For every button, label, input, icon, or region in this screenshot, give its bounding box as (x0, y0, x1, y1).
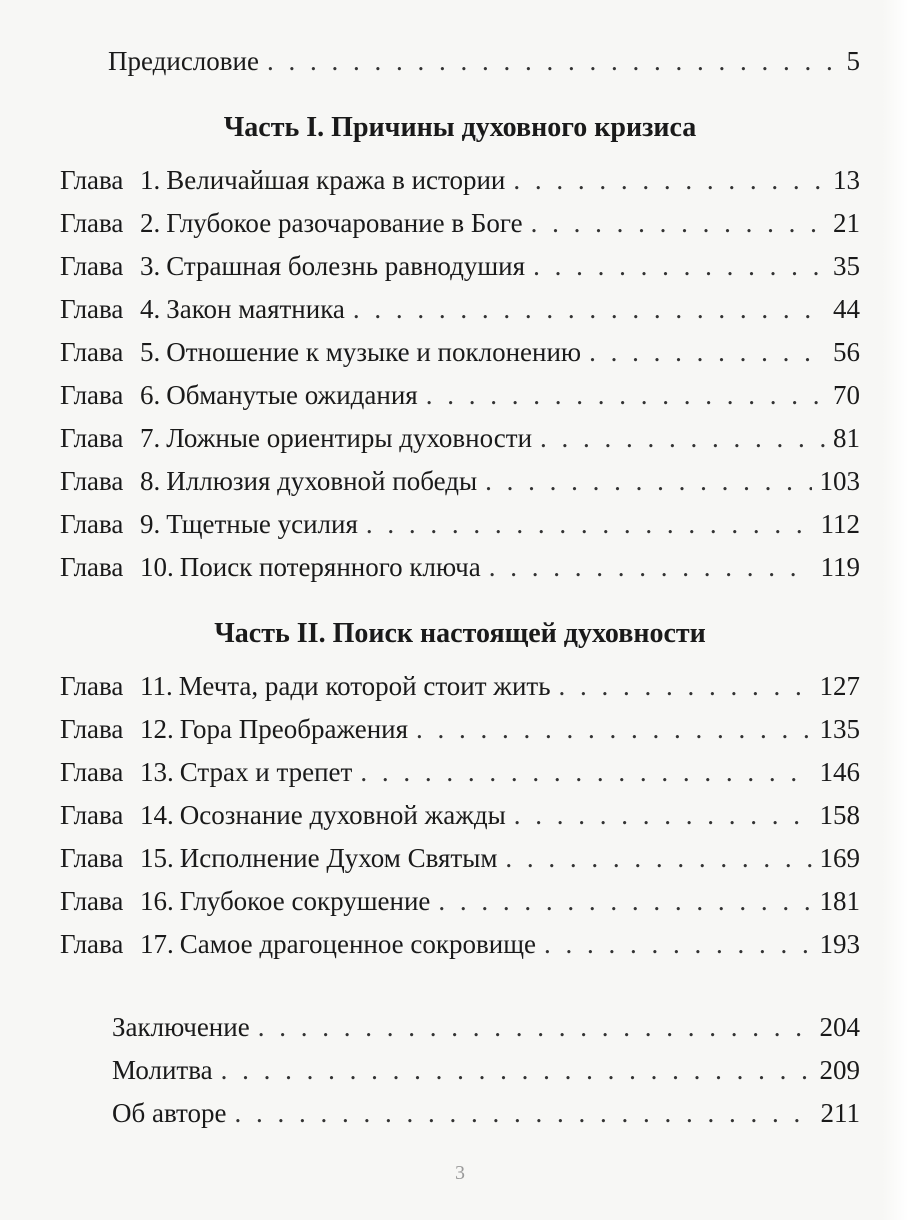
part-1-heading: Часть I. Причины духовного кризиса (223, 112, 697, 143)
chapter-label: Глава (60, 800, 124, 830)
leader-dots (360, 751, 811, 794)
chapter-title: Страх и трепет (179, 757, 353, 787)
leader-dots (559, 665, 812, 708)
page-number: 204 (819, 1012, 860, 1042)
leader-dots (531, 202, 825, 245)
toc-entry (60, 923, 860, 966)
page-number: 135 (819, 714, 860, 744)
toc-entry (60, 708, 860, 751)
chapter-number: 16. (140, 886, 174, 916)
chapter-label: Глава (60, 552, 124, 582)
toc-entry (60, 374, 860, 417)
chapter-title: Исполнение Духом Святым (179, 843, 498, 873)
chapter-label: Глава (60, 337, 124, 367)
chapter-title: Обманутые ожидания (166, 380, 418, 410)
chapter-title: Величайшая кража в истории (166, 165, 506, 195)
toc-entry-conclusion (60, 1006, 860, 1049)
toc-entry (60, 837, 860, 880)
page-number: 209 (819, 1055, 860, 1085)
entry-title: Молитва (112, 1055, 213, 1085)
chapter-title: Гора Преображения (179, 714, 409, 744)
leader-dots (426, 374, 825, 417)
page-number: 21 (833, 208, 860, 238)
leader-dots (438, 880, 811, 923)
chapter-title: Глубокое сокрушение (179, 886, 431, 916)
page-number: 211 (820, 1098, 860, 1128)
toc-entry (60, 417, 860, 460)
chapter-label: Глава (60, 886, 124, 916)
chapter-number: 6. (140, 380, 161, 410)
toc-entry (60, 880, 860, 923)
toc-entry (60, 546, 860, 589)
page-number: 169 (819, 843, 860, 873)
leader-dots (489, 546, 813, 589)
chapter-number: 8. (140, 466, 161, 496)
page-number: 112 (820, 509, 860, 539)
chapter-number: 1. (140, 165, 161, 195)
page-number: 103 (819, 466, 860, 496)
chapter-number: 9. (140, 509, 161, 539)
chapter-title: Закон маятника (166, 294, 345, 324)
chapter-number: 11. (140, 671, 173, 701)
chapter-number: 5. (140, 337, 161, 367)
chapter-title: Отношение к музыке и поклонению (166, 337, 582, 367)
chapter-label: Глава (60, 251, 124, 281)
chapter-label: Глава (60, 423, 124, 453)
toc-entry (60, 331, 860, 374)
leader-dots (366, 503, 813, 546)
chapter-number: 7. (140, 423, 161, 453)
leader-dots (353, 288, 825, 331)
leader-dots (485, 460, 811, 503)
chapter-title: Иллюзия духовной победы (166, 466, 478, 496)
toc-entry (60, 245, 860, 288)
page-number: 5 (846, 46, 860, 76)
chapter-title: Мечта, ради которой стоит жить (178, 671, 551, 701)
spacer (60, 966, 860, 1006)
leader-dots (505, 837, 811, 880)
chapter-number: 3. (140, 251, 161, 281)
page-number: 119 (820, 552, 860, 582)
chapter-title: Ложные ориентиры духовности (166, 423, 533, 453)
chapter-number: 13. (140, 757, 174, 787)
toc-entry-about-author (60, 1092, 860, 1135)
page-number: 158 (819, 800, 860, 830)
toc-entry (60, 202, 860, 245)
chapter-number: 4. (140, 294, 161, 324)
toc-entry (60, 460, 860, 503)
chapter-title: Самое драгоценное сокровище (179, 929, 536, 959)
chapter-title: Страшная болезнь равнодушия (166, 251, 526, 281)
toc-entry (60, 665, 860, 708)
entry-title: Заключение (112, 1012, 250, 1042)
leader-dots (589, 331, 825, 374)
page-number: 70 (833, 380, 860, 410)
entry-title: Предисловие (108, 46, 259, 76)
leader-dots (267, 40, 839, 83)
entry-title: Об авторе (112, 1098, 227, 1128)
page-number: 13 (833, 165, 860, 195)
chapter-number: 12. (140, 714, 174, 744)
folio-page-number: 3 (455, 1162, 465, 1184)
toc-entry (60, 159, 860, 202)
toc-entry-preface (60, 40, 860, 83)
chapter-label: Глава (60, 380, 124, 410)
chapter-label: Глава (60, 466, 124, 496)
toc-entry (60, 288, 860, 331)
chapter-label: Глава (60, 208, 124, 238)
leader-dots (221, 1049, 812, 1092)
toc-entry (60, 794, 860, 837)
chapter-title: Осознание духовной жажды (179, 800, 506, 830)
chapter-label: Глава (60, 509, 124, 539)
chapter-title: Поиск потерянного ключа (179, 552, 481, 582)
leader-dots (416, 708, 811, 751)
leader-dots (234, 1092, 812, 1135)
toc-entry (60, 751, 860, 794)
page-number: 181 (819, 886, 860, 916)
chapter-title: Тщетные усилия (166, 509, 358, 539)
table-of-contents (60, 40, 860, 1135)
leader-dots (514, 794, 812, 837)
chapter-label: Глава (60, 671, 124, 701)
chapter-number: 2. (140, 208, 161, 238)
page-number: 146 (819, 757, 860, 787)
leader-dots (258, 1006, 812, 1049)
page-edge (882, 0, 920, 1220)
page-number: 127 (819, 671, 860, 701)
toc-entry-prayer (60, 1049, 860, 1092)
chapter-label: Глава (60, 929, 124, 959)
toc-entry (60, 503, 860, 546)
chapter-title: Глубокое разочарование в Боге (166, 208, 523, 238)
leader-dots (513, 159, 825, 202)
page-number: 81 (833, 423, 860, 453)
chapter-label: Глава (60, 165, 124, 195)
chapter-label: Глава (60, 843, 124, 873)
leader-dots (544, 923, 812, 966)
chapter-number: 10. (140, 552, 174, 582)
page-number: 56 (833, 337, 860, 367)
chapter-label: Глава (60, 714, 124, 744)
chapter-number: 14. (140, 800, 174, 830)
leader-dots (540, 417, 825, 460)
chapter-number: 15. (140, 843, 174, 873)
chapter-label: Глава (60, 294, 124, 324)
page-number: 35 (833, 251, 860, 281)
chapter-number: 17. (140, 929, 174, 959)
leader-dots (533, 245, 825, 288)
page-number: 44 (833, 294, 860, 324)
chapter-label: Глава (60, 757, 124, 787)
page-number: 193 (819, 929, 860, 959)
part-2-heading: Часть II. Поиск настоящей духовности (214, 618, 706, 649)
